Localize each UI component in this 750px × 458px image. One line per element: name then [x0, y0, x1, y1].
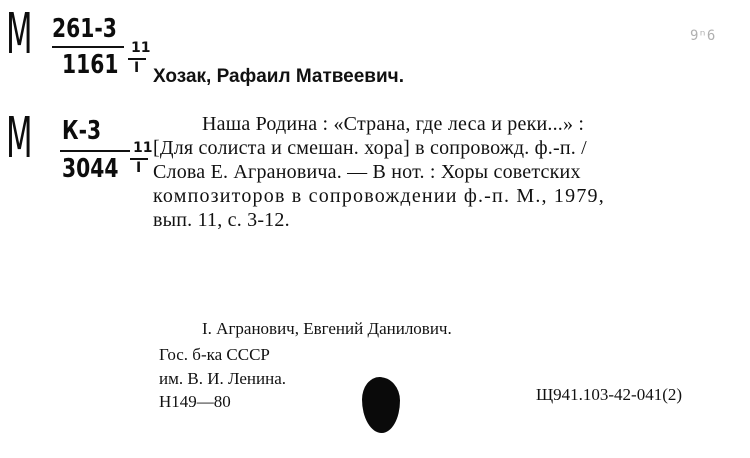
shelf-fraction-den: I	[134, 60, 140, 76]
shelf-code-top: 261-3	[52, 14, 117, 44]
library-line-3: Н149—80	[159, 392, 231, 411]
shelf-code-bottom-2: 3044	[62, 154, 119, 184]
shelf-letter-bottom: М	[6, 106, 33, 171]
shelf-fraction-num: 11	[131, 40, 151, 56]
library-line-1: Гос. б-ка СССР	[159, 345, 270, 364]
description-line-2: [Для солиста и смешан. хора] в сопровожд. ф.-п. /	[153, 137, 587, 159]
description-line-1: Наша Родина : «Страна, где леса и реки...» :	[202, 113, 585, 135]
shelf-code-rule-bottom	[60, 150, 130, 152]
shelf-fraction-num-2: 11	[133, 140, 153, 156]
description-line-4: композиторов в сопровождении ф.-п. М., 1979,	[153, 185, 605, 207]
shelf-code-top-2: К-3	[62, 116, 102, 146]
shelf-code-rule-top	[52, 46, 124, 48]
shelf-fraction-den-2: I	[136, 160, 142, 176]
description-line-5: вып. 11, с. 3-12.	[153, 209, 290, 231]
ink-stamp-blot	[362, 377, 400, 433]
library-line-2: им. В. И. Ленина.	[159, 369, 287, 388]
shelf-letter-top: М	[6, 2, 33, 67]
corner-mark: 9ⁿ6	[690, 28, 716, 44]
description-line-3: Слова Е. Аграновича. — В нот. : Хоры советских	[153, 161, 581, 183]
shelf-code-bottom: 1161	[62, 50, 119, 80]
catalog-number: Щ941.103-42-041(2)	[536, 385, 683, 404]
author-heading: Хозак, Рафаил Матвеевич.	[153, 66, 404, 87]
added-entry: I. Агранович, Евгений Данилович.	[202, 319, 452, 338]
